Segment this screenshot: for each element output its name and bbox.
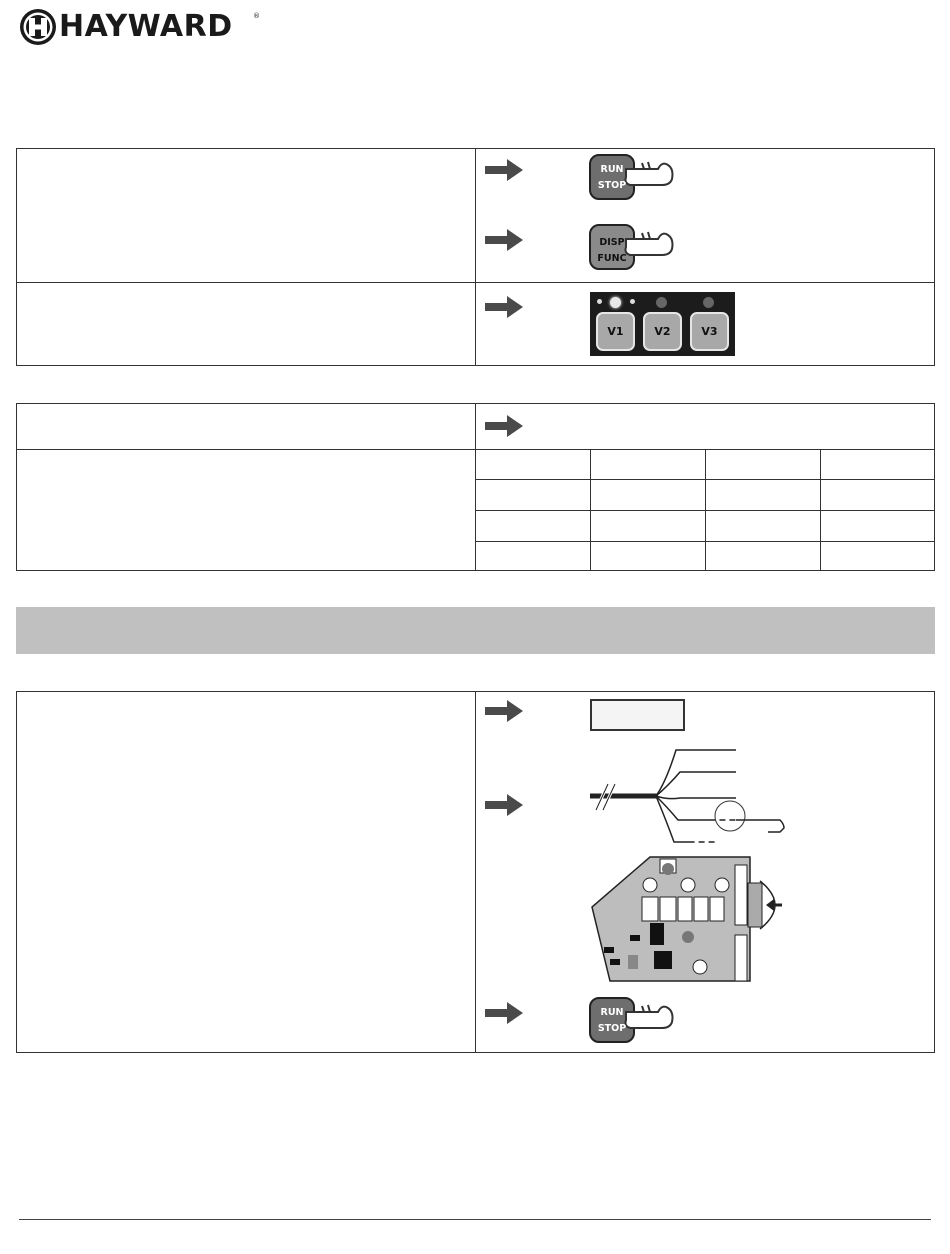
grid-line xyxy=(590,449,591,571)
footer-rule xyxy=(19,1219,931,1220)
display-window xyxy=(590,699,685,731)
stop-label: STOP xyxy=(597,1023,627,1034)
wire-harness-diagram xyxy=(588,742,788,852)
run-stop-button-graphic xyxy=(588,153,678,201)
run-label: RUN xyxy=(600,1007,624,1018)
stop-label: STOP xyxy=(597,180,627,191)
v2-led xyxy=(656,297,667,308)
table-1-divider xyxy=(475,148,476,366)
func-label: FUNC xyxy=(597,253,627,264)
brand-logo xyxy=(19,8,260,46)
right-arrow-icon xyxy=(485,295,525,319)
table-2-row-divider xyxy=(16,449,935,450)
section-header-band xyxy=(16,607,935,654)
v3-led xyxy=(703,297,714,308)
grid-line xyxy=(705,449,706,571)
table-1-row-divider xyxy=(16,282,935,283)
v1-key: V1 xyxy=(596,312,635,351)
table-3-divider xyxy=(475,691,476,1053)
valve-keypad xyxy=(590,292,735,356)
v2-key: V2 xyxy=(643,312,682,351)
right-arrow-icon xyxy=(485,228,525,252)
right-arrow-icon xyxy=(485,1001,525,1025)
v3-key: V3 xyxy=(690,312,729,351)
grid-line xyxy=(820,449,821,571)
indicator-dot xyxy=(597,299,602,304)
table-2-divider xyxy=(475,403,476,571)
hayward-emblem-icon xyxy=(19,8,57,46)
registered-mark: ® xyxy=(253,12,260,20)
right-arrow-icon xyxy=(485,793,525,817)
run-stop-button-graphic xyxy=(588,996,678,1044)
circuit-board-diagram xyxy=(590,855,790,985)
disp-label: DISP xyxy=(599,237,625,248)
right-arrow-icon xyxy=(485,158,525,182)
right-arrow-icon xyxy=(485,414,525,438)
v1-led xyxy=(610,297,621,308)
run-label: RUN xyxy=(600,164,624,175)
brand-name: HAYWARD xyxy=(59,9,233,44)
indicator-dot xyxy=(630,299,635,304)
right-arrow-icon xyxy=(485,699,525,723)
